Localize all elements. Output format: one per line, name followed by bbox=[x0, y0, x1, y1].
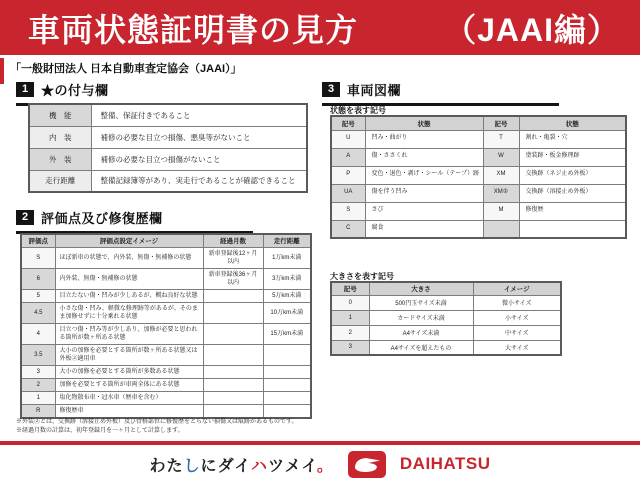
table-cell: 3 bbox=[21, 365, 55, 378]
table-cell: 2 bbox=[21, 378, 55, 391]
table-cell: 3万km未満 bbox=[263, 268, 311, 289]
slogan-char: イ bbox=[234, 457, 251, 475]
table-cell: 修復歴 bbox=[519, 202, 626, 220]
table-cell: 割れ・亀裂・穴 bbox=[519, 130, 626, 148]
column-header: 大きさ bbox=[369, 282, 473, 295]
table-cell: 交換跡（ネジ止め外板） bbox=[519, 166, 626, 184]
table-cell bbox=[203, 302, 263, 323]
table-row bbox=[29, 148, 307, 170]
slogan-char: ツ bbox=[267, 457, 285, 475]
footnote-line: ※経過月数の計算は、初年登録月を一ヶ月として計算します。 bbox=[16, 428, 184, 434]
table-cell: 変色・退色・剥げ・シール（テープ）跡 bbox=[365, 166, 483, 184]
section-2-number-badge: 2 bbox=[16, 210, 34, 225]
table-row bbox=[21, 404, 311, 418]
table-cell: W bbox=[483, 148, 519, 166]
table-cell: 整備記録簿等があり、実走行であることが確認できること bbox=[91, 170, 307, 192]
brand-text: DAIHATSU bbox=[399, 454, 491, 473]
table-cell bbox=[203, 378, 263, 391]
table-cell: 目立つ傷・凹み等が少しあり、加修が必要と思われる箇所が数ヶ所ある状態 bbox=[55, 323, 203, 344]
size-symbols-label: 大きさを表す記号 bbox=[330, 272, 394, 281]
subtitle: 「一般財団法人 日本自動車査定協会（JAAI）」 bbox=[10, 63, 242, 75]
table-cell: C bbox=[331, 220, 365, 238]
table-cell bbox=[203, 404, 263, 418]
table-cell: 補修の必要な目立つ損傷、悪臭等がないこと bbox=[91, 126, 307, 148]
section-3-number-badge: 3 bbox=[322, 82, 340, 97]
left-accent-mark bbox=[0, 58, 4, 84]
star-criteria-table bbox=[28, 103, 308, 193]
table-row bbox=[331, 295, 561, 310]
slogan-char: ハ bbox=[250, 457, 268, 475]
table-row bbox=[331, 166, 626, 184]
table-cell bbox=[519, 220, 626, 238]
table-row bbox=[21, 344, 311, 365]
table-row bbox=[21, 378, 311, 391]
table-cell bbox=[483, 220, 519, 238]
table-cell: 5万km未満 bbox=[263, 289, 311, 302]
table-cell: XM② bbox=[483, 184, 519, 202]
footnotes bbox=[16, 418, 298, 436]
table-cell: 大小の加修を必要とする箇所が多数ある状態 bbox=[55, 365, 203, 378]
table-cell bbox=[203, 344, 263, 365]
table-cell bbox=[263, 404, 311, 418]
column-header: イメージ bbox=[473, 282, 561, 295]
table-cell: 新車登録後12ヶ月以内 bbox=[203, 247, 263, 268]
table-cell bbox=[203, 323, 263, 344]
table-cell bbox=[263, 378, 311, 391]
slogan-char: た bbox=[166, 457, 184, 475]
table-cell: A4サイズを超えたもの bbox=[369, 340, 473, 355]
table-cell: 大サイズ bbox=[473, 340, 561, 355]
table-row bbox=[21, 391, 311, 404]
table-cell: 4.5 bbox=[21, 302, 55, 323]
table-cell: 腐食 bbox=[365, 220, 483, 238]
table-cell: 小さな傷・凹み、軽微な修理跡等があるが、そのまま加修せずに十分乗れる状態 bbox=[55, 302, 203, 323]
table-row bbox=[331, 184, 626, 202]
table-cell: 内 装 bbox=[29, 126, 91, 148]
footnote-line: ※外装②とは、交換跡（溶接止め外板）及び骨格部位に修復歴をとらない損傷又は痕跡があるものです。 bbox=[16, 419, 298, 425]
table-cell: A4サイズ未満 bbox=[369, 325, 473, 340]
table-cell: 機 能 bbox=[29, 104, 91, 126]
table-cell bbox=[203, 289, 263, 302]
edition-label: （JAAI編） bbox=[444, 11, 620, 48]
slogan-char: イ bbox=[301, 457, 317, 475]
table-cell: S bbox=[331, 202, 365, 220]
table-row bbox=[29, 126, 307, 148]
table-cell: カードサイズ未満 bbox=[369, 310, 473, 325]
table-row bbox=[21, 268, 311, 289]
table-cell: R bbox=[21, 404, 55, 418]
table-row bbox=[331, 220, 626, 238]
slogan bbox=[150, 453, 334, 476]
page-title: 車両状態証明書の見方 bbox=[28, 11, 359, 48]
table-header-row bbox=[21, 234, 311, 247]
table-header-row bbox=[331, 282, 561, 295]
column-header: 記号 bbox=[331, 282, 369, 295]
section-3-title: 車両図欄 bbox=[347, 83, 402, 98]
evaluation-score-table bbox=[20, 233, 312, 419]
column-header: 記号 bbox=[331, 116, 365, 130]
table-cell: 整備、保証付きであること bbox=[91, 104, 307, 126]
table-cell: 10万km未満 bbox=[263, 302, 311, 323]
table-cell: 6 bbox=[21, 268, 55, 289]
table-cell: 0 bbox=[331, 295, 369, 310]
slogan-char: ダ bbox=[217, 457, 235, 475]
table-cell: 微小サイズ bbox=[473, 295, 561, 310]
section-1-title: ★の付与欄 bbox=[41, 83, 109, 98]
section-1-number-badge: 1 bbox=[16, 82, 34, 97]
table-cell bbox=[263, 391, 311, 404]
footer-divider bbox=[0, 441, 640, 445]
table-cell: 大小の加修を必要とする箇所が数ヶ所ある状態又は外板②適用車 bbox=[55, 344, 203, 365]
table-cell: 凹み・曲がり bbox=[365, 130, 483, 148]
table-cell: P bbox=[331, 166, 365, 184]
state-symbols-label: 状態を表す記号 bbox=[330, 106, 386, 115]
table-cell: UA bbox=[331, 184, 365, 202]
table-row bbox=[331, 310, 561, 325]
table-cell: さび bbox=[365, 202, 483, 220]
table-cell: ほぼ新車の状態で、内外装、無傷・無補修の状態 bbox=[55, 247, 203, 268]
slogan-char: し bbox=[183, 457, 201, 475]
column-header: 記号 bbox=[483, 116, 519, 130]
table-cell bbox=[203, 391, 263, 404]
table-cell: 新車登録後36ヶ月以内 bbox=[203, 268, 263, 289]
table-row bbox=[331, 325, 561, 340]
table-row bbox=[21, 289, 311, 302]
slogan-char: メ bbox=[284, 457, 302, 475]
table-cell: 塗装跡・板金修理跡 bbox=[519, 148, 626, 166]
table-cell: S bbox=[21, 247, 55, 268]
slogan-char: わ bbox=[149, 457, 167, 475]
table-cell: A bbox=[331, 148, 365, 166]
table-row bbox=[331, 130, 626, 148]
section-2-title: 評価点及び修復歴欄 bbox=[41, 211, 163, 226]
table-cell: 4 bbox=[21, 323, 55, 344]
table-cell: 修復歴車 bbox=[55, 404, 203, 418]
column-header: 経過月数 bbox=[203, 234, 263, 247]
table-cell: 傷を伴う凹み bbox=[365, 184, 483, 202]
section-3-heading bbox=[322, 80, 559, 106]
table-cell: 1万km未満 bbox=[263, 247, 311, 268]
table-cell: 5 bbox=[21, 289, 55, 302]
footer bbox=[0, 449, 640, 479]
table-cell: 1 bbox=[331, 310, 369, 325]
table-cell: 15万km未満 bbox=[263, 323, 311, 344]
table-cell: 目立たない傷・凹みが少しあるが、概ね良好な状態 bbox=[55, 289, 203, 302]
slogan-char: に bbox=[200, 457, 218, 475]
daihatsu-mark-icon bbox=[348, 451, 386, 478]
table-cell: 傷・ささくれ bbox=[365, 148, 483, 166]
column-header: 評価点 bbox=[21, 234, 55, 247]
table-cell: 内外装、無傷・無補修の状態 bbox=[55, 268, 203, 289]
column-header: 状態 bbox=[519, 116, 626, 130]
table-cell bbox=[263, 344, 311, 365]
table-cell: 外 装 bbox=[29, 148, 91, 170]
table-cell: 走行距離 bbox=[29, 170, 91, 192]
table-row bbox=[21, 365, 311, 378]
table-row bbox=[21, 247, 311, 268]
table-cell: T bbox=[483, 130, 519, 148]
size-symbol-table bbox=[330, 281, 562, 356]
header-bar bbox=[0, 0, 640, 55]
table-cell: 3.5 bbox=[21, 344, 55, 365]
table-row bbox=[21, 302, 311, 323]
table-header-row bbox=[331, 116, 626, 130]
table-row bbox=[331, 202, 626, 220]
table-cell: 2 bbox=[331, 325, 369, 340]
condition-symbol-table bbox=[330, 115, 627, 239]
table-cell: XM bbox=[483, 166, 519, 184]
column-header: 走行距離 bbox=[263, 234, 311, 247]
table-cell: 補修の必要な目立つ損傷がないこと bbox=[91, 148, 307, 170]
table-cell: 500円玉サイズ未満 bbox=[369, 295, 473, 310]
table-row bbox=[21, 323, 311, 344]
table-cell: 1 bbox=[21, 391, 55, 404]
table-row bbox=[29, 170, 307, 192]
table-cell: 加修を必要とする箇所が車両全体にある状態 bbox=[55, 378, 203, 391]
table-cell: 塩化物散布車・冠水車（歴車を含む） bbox=[55, 391, 203, 404]
table-cell: M bbox=[483, 202, 519, 220]
table-cell: 交換跡（溶接止め外板） bbox=[519, 184, 626, 202]
table-cell bbox=[203, 365, 263, 378]
slogan-char: 。 bbox=[316, 457, 334, 475]
table-row bbox=[331, 340, 561, 355]
table-cell: 3 bbox=[331, 340, 369, 355]
table-cell: 小サイズ bbox=[473, 310, 561, 325]
section-2-heading bbox=[16, 208, 253, 234]
table-row bbox=[29, 104, 307, 126]
column-header: 状態 bbox=[365, 116, 483, 130]
table-cell: U bbox=[331, 130, 365, 148]
table-row bbox=[331, 148, 626, 166]
column-header: 評価点設定イメージ bbox=[55, 234, 203, 247]
table-cell bbox=[263, 365, 311, 378]
table-cell: 中サイズ bbox=[473, 325, 561, 340]
